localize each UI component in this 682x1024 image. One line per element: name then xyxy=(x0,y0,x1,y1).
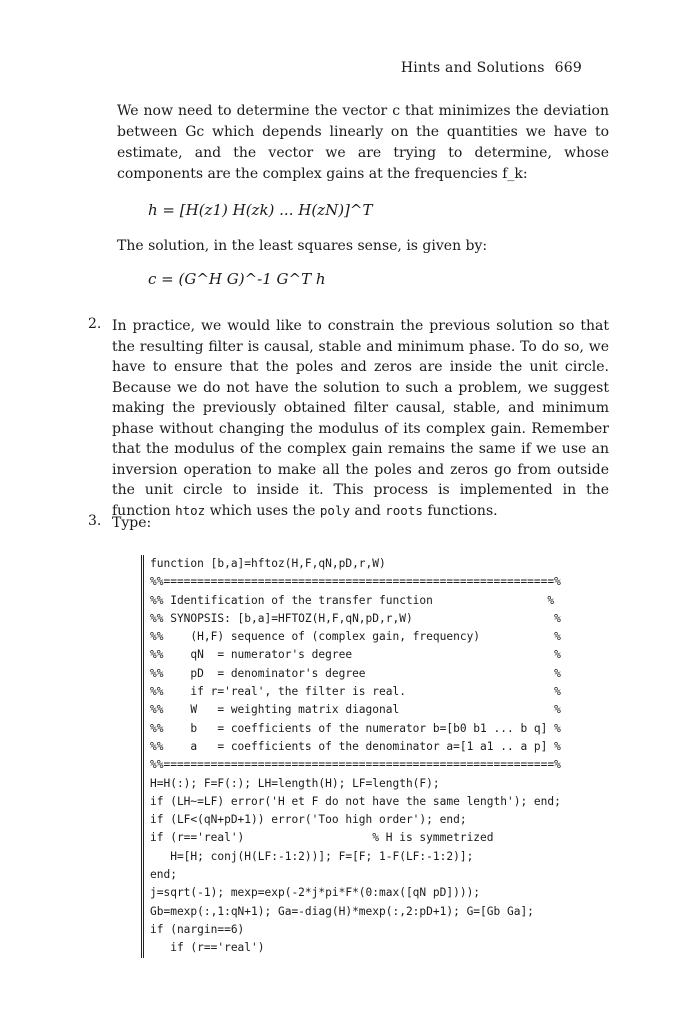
code-line: function [b,a]=hftoz(H,F,qN,pD,r,W) xyxy=(150,557,386,570)
item-2-text-part2: which uses the xyxy=(205,502,320,519)
code-line: %% Identification of the transfer function % xyxy=(150,593,555,607)
code-poly: poly xyxy=(319,502,351,518)
code-line: Gb=mexp(:,1:qN+1); Ga=-diag(H)*mexp(:,2:pD+1); G=[Gb Ga]; xyxy=(150,904,534,918)
item-2-text xyxy=(112,316,609,521)
code-line: %% (H,F) sequence of (complex gain, frequency) % xyxy=(150,630,561,644)
code-htoz: htoz xyxy=(175,502,206,518)
code-line: %% qN = numerator's degree % xyxy=(150,648,561,662)
item-3-text: Type: xyxy=(112,515,152,531)
item-3-number: 3. xyxy=(88,513,102,529)
code-line: %%==========================================================% xyxy=(150,758,561,772)
code-line: if (LF<(qN+pD+1)) error('Too high order'); end; xyxy=(150,813,467,827)
section-title: Hints and Solutions xyxy=(400,60,545,76)
code-roots: roots xyxy=(385,502,423,518)
code-line: %% SYNOPSIS: [b,a]=HFTOZ(H,F,qN,pD,r,W) % xyxy=(150,611,561,625)
code-line: %% b = coefficients of the numerator b=[b0 b1 ... b q] % xyxy=(150,721,561,735)
item-2-text-part3: and xyxy=(350,502,386,519)
code-line: H=H(:); F=F(:); LH=length(H); LF=length(F); xyxy=(150,776,440,790)
code-line: end; xyxy=(150,868,177,882)
code-listing xyxy=(141,555,620,958)
code-line: %%==========================================================% xyxy=(150,575,561,589)
equation-c: c = (G^H G)^-1 G^T h xyxy=(148,270,326,288)
code-line: if (LH~=LF) error('H et F do not have the same length'); end; xyxy=(150,794,561,808)
code-line: j=sqrt(-1); mexp=exp(-2*j*pi*F*(0:max([qN pD]))); xyxy=(150,886,481,900)
code-line: if (r=='real') xyxy=(150,941,265,955)
code-line: %% a = coefficients of the denominator a=[1 a1 .. a p] % xyxy=(150,739,561,753)
code-line: H=[H; conj(H(LF:-1:2))]; F=[F; 1-F(LF:-1:2)]; xyxy=(150,849,474,863)
page-number: 669 xyxy=(554,60,582,76)
intro-paragraph: We now need to determine the vector c that minimizes the deviation between Gc which depends linearly on the quantities we have to estimate, and the vector we are trying to determine, whose components are the complex gains at the frequencies f_k: xyxy=(117,103,609,182)
running-header xyxy=(401,60,582,76)
code-line: %% W = weighting matrix diagonal % xyxy=(150,703,561,717)
item-2-number: 2. xyxy=(88,316,102,332)
code-line: %% pD = denominator's degree % xyxy=(150,666,561,680)
code-line: if (r=='real') % H is symmetrized xyxy=(150,831,494,845)
item-2-text-part1: In practice, we would like to constrain the previous solution so that the resulting filter is causal, stable and minimum phase. To do so, we have to ensure that the poles and zeros are inside the unit circle. Because we do not have the solution to such a problem, we suggest making the previously obtained filter causal, stable, and minimum phase without changing the modulus of its complex gain. Remember that the modulus of the complex gain remains the same if we use an inversion operation to make all the poles and zeros go from outside the unit circle to inside it. This process is implemented in the function xyxy=(112,318,609,519)
code-line: %% if r='real', the filter is real. % xyxy=(150,685,561,699)
solution-text: The solution, in the least squares sense, is given by: xyxy=(117,238,488,254)
equation-h: h = [H(z1) H(zk) ... H(zN)]^T xyxy=(148,201,373,219)
code-line: if (nargin==6) xyxy=(150,922,245,936)
item-2-text-part4: functions. xyxy=(422,502,498,519)
